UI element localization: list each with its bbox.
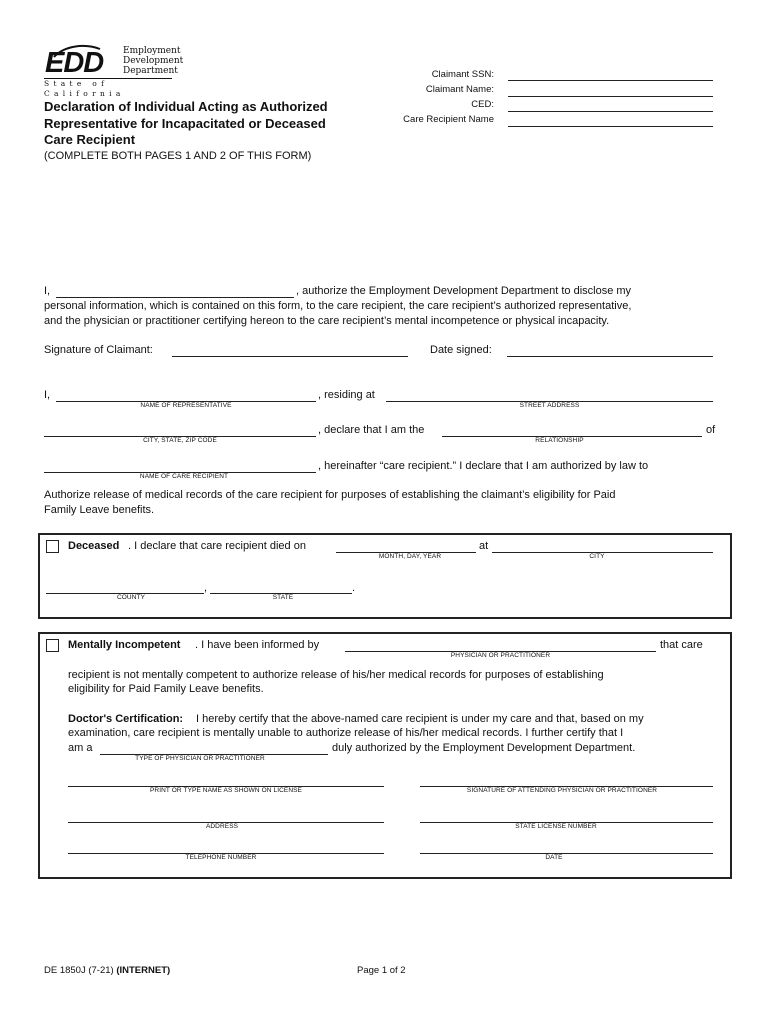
- physician-signature-caption: SIGNATURE OF ATTENDING PHYSICIAN OR PRACTITIONER: [466, 787, 658, 794]
- doctor-cert-am-a: am a: [68, 742, 93, 754]
- care-recipient-name-field[interactable]: [508, 126, 713, 127]
- signature-field[interactable]: [172, 356, 408, 357]
- mental-checkbox[interactable]: [46, 639, 59, 652]
- auth-text-3: and the physician or practitioner certifying hereon to the care recipient’s mental incompetence or physical incapacity.: [44, 315, 610, 327]
- death-date-caption: MONTH, DAY, YEAR: [378, 553, 442, 560]
- care-recipient-name-label: Care Recipient Name: [403, 114, 494, 125]
- doctor-cert-duly: duly authorized by the Employment Development Department.: [332, 742, 636, 754]
- edd-logo: [44, 44, 184, 98]
- mental-text: . I have been informed by: [195, 639, 320, 651]
- date-signed-field[interactable]: [507, 356, 713, 357]
- doctor-cert-text-1: I hereby certify that the above-named care recipient is under my care and that, based on my: [196, 713, 644, 725]
- physician-type-caption: TYPE OF PHYSICIAN OR PRACTITIONER: [135, 755, 265, 762]
- rep-name-caption: NAME OF REPRESENTATIVE: [140, 402, 232, 409]
- form-note: (COMPLETE BOTH PAGES 1 AND 2 OF THIS FORM): [44, 150, 312, 162]
- relationship-caption: RELATIONSHIP: [535, 437, 584, 444]
- mental-text-3: eligibility for Paid Family Leave benefits.: [68, 683, 264, 695]
- form-title: [44, 99, 328, 149]
- footer-page: Page 1 of 2: [357, 965, 406, 976]
- physician-caption: PHYSICIAN OR PRACTITIONER: [450, 652, 551, 659]
- release-line-1: Authorize release of medical records of the care recipient for purposes of establishing the claimant’s eligibility for Paid: [44, 489, 616, 501]
- care-recipient-caption: NAME OF CARE RECIPIENT: [139, 473, 229, 480]
- rep-prefix: I,: [44, 389, 51, 401]
- mental-that-care: that care: [660, 639, 703, 651]
- claimant-ssn-field[interactable]: [508, 80, 713, 81]
- rep-of: of: [706, 424, 716, 436]
- title-line-1: Declaration of Individual Acting as Authorized: [44, 99, 328, 114]
- rep-hereinafter: , hereinafter “care recipient.” I declare that I am authorized by law to: [318, 460, 649, 472]
- claimant-ssn-label: Claimant SSN:: [431, 69, 494, 80]
- mental-label: Mentally Incompetent: [68, 639, 181, 651]
- title-line-3: Care Recipient: [44, 132, 136, 147]
- ced-field[interactable]: [508, 111, 713, 112]
- auth-prefix: I,: [44, 285, 51, 297]
- release-line-2: Family Leave benefits.: [44, 504, 155, 516]
- logo-state: State of California: [44, 79, 125, 98]
- signature-label: Signature of Claimant:: [44, 344, 153, 356]
- death-state-caption: STATE: [272, 594, 294, 601]
- auth-text-2: personal information, which is contained on this form, to the care recipient, the care recipient’s authorized representative,: [44, 300, 632, 312]
- logo-letters: EDD: [45, 47, 104, 79]
- telephone-caption: TELEPHONE NUMBER: [185, 854, 257, 861]
- deceased-at: at: [479, 540, 489, 552]
- deceased-text: . I declare that care recipient died on: [128, 540, 306, 552]
- form-id: DE 1850J (7-21): [44, 965, 117, 976]
- logo-line-2: Development: [123, 56, 184, 66]
- cert-date-caption: DATE: [545, 854, 563, 861]
- form-internet: (INTERNET): [116, 965, 171, 976]
- rep-declare: , declare that I am the: [318, 424, 425, 436]
- doctor-cert-label: Doctor's Certification:: [68, 713, 184, 725]
- footer-form-id: [44, 965, 170, 976]
- death-city-caption: CITY: [589, 553, 605, 560]
- title-line-2: Representative for Incapacitated or Deceased: [44, 115, 326, 131]
- auth-text-1: , authorize the Employment Development Department to disclose my: [296, 285, 632, 297]
- license-number-caption: STATE LICENSE NUMBER: [515, 823, 597, 830]
- deceased-label: Deceased: [68, 540, 120, 552]
- rep-residing: , residing at: [318, 389, 375, 401]
- city-state-zip-caption: CITY, STATE, ZIP CODE: [143, 437, 217, 444]
- claimant-name-auth-field[interactable]: [56, 297, 294, 298]
- logo-line-3: Department: [123, 66, 178, 76]
- logo-line-1: Employment: [123, 46, 181, 56]
- doctor-cert-text-2: examination, care recipient is mentally unable to authorize release of his/her medical records. I further certify that I: [68, 727, 624, 739]
- deceased-period: .: [352, 582, 356, 594]
- claimant-name-field[interactable]: [508, 96, 713, 97]
- print-name-caption: PRINT OR TYPE NAME AS SHOWN ON LICENSE: [149, 787, 302, 794]
- mental-text-2: recipient is not mentally competent to authorize release of his/her medical records for purposes of establishing: [68, 669, 604, 681]
- claimant-name-label: Claimant Name:: [425, 84, 494, 95]
- ced-label: CED:: [471, 99, 494, 110]
- street-address-caption: STREET ADDRESS: [519, 402, 580, 409]
- physician-address-caption: ADDRESS: [205, 823, 239, 830]
- death-county-caption: COUNTY: [116, 594, 146, 601]
- deceased-comma: ,: [204, 582, 208, 594]
- deceased-checkbox[interactable]: [46, 540, 59, 553]
- date-signed-label: Date signed:: [430, 344, 492, 356]
